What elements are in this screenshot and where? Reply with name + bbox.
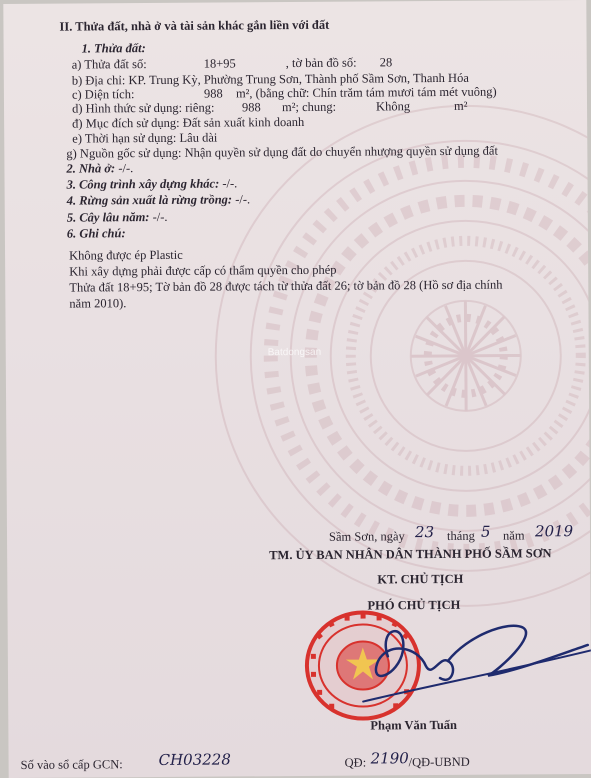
note-line: Không được ép Plastic	[69, 247, 183, 263]
watermark-text: Batdongsan	[267, 346, 322, 359]
house-value: -/-.	[118, 161, 134, 176]
gcn-label: Số vào sổ cấp GCN:	[20, 757, 123, 772]
date-month-label: tháng	[446, 528, 475, 543]
note-line: năm 2010).	[69, 296, 127, 311]
area-value: 988	[203, 86, 223, 101]
qd-label: QĐ:	[344, 755, 367, 770]
forest-value: -/-.	[235, 192, 251, 207]
trees-value: -/-.	[152, 209, 168, 225]
usage-form-label: d) Hình thức sử dụng: riêng:	[71, 100, 215, 116]
certificate-page	[3, 0, 591, 778]
note-line: Thửa đất 18+95; Tờ bản đồ 28 được tách từ thửa đất 26; tờ bản đồ 28 (Hồ sơ địa chính	[69, 277, 503, 295]
qd-value: 2190	[370, 749, 409, 768]
area-label: c) Diện tích:	[71, 87, 135, 102]
date-day: 23	[414, 523, 435, 542]
note-line: Khi xây dựng phải được cấp có thẩm quyền cho phép	[69, 262, 337, 279]
signatory-name: Phạm Văn Tuấn	[370, 717, 458, 733]
signatory-org: TM. ỦY BAN NHÂN DÂN THÀNH PHỐ SẦM SƠN	[269, 546, 552, 563]
construction-label: 3. Công trình xây dựng khác:	[66, 176, 220, 192]
usage-private: 988	[241, 100, 261, 115]
date-year-label: năm	[502, 528, 525, 543]
usage-shared: Không	[375, 99, 411, 114]
trees-label: 5. Cây lâu năm:	[66, 210, 150, 225]
parcel-value: 18+95	[203, 56, 236, 71]
date-year: 2019	[534, 522, 574, 541]
map-value: 28	[379, 55, 393, 70]
date-place: Sầm Sơn, ngày	[328, 529, 405, 544]
land-heading: 1. Thửa đất:	[81, 41, 146, 56]
construction-value: -/-.	[222, 176, 238, 191]
section-title: II. Thửa đất, nhà ở và tài sản khác gắn liền với đất	[59, 17, 330, 34]
map-label: , tờ bản đồ số:	[285, 55, 357, 71]
handwritten-signature	[348, 615, 591, 707]
notes-label: 6. Ghi chú:	[66, 226, 126, 241]
usage-shared-label: m²; chung:	[281, 99, 337, 115]
term: e) Thời hạn sử dụng: Lâu dài	[72, 130, 218, 146]
gcn-value: CH03228	[158, 750, 231, 769]
signatory-title: PHÓ CHỦ TỊCH	[367, 597, 461, 613]
house-label: 2. Nhà ở:	[66, 161, 116, 176]
forest-label: 4. Rừng sản xuất là rừng trồng:	[66, 192, 233, 208]
purpose: đ) Mục đích sử dụng: Đất sản xuất kinh doanh	[72, 114, 305, 131]
date-month: 5	[480, 522, 491, 541]
signatory-for: KT. CHỦ TỊCH	[377, 571, 464, 587]
address: b) Địa chỉ: KP. Trung Kỳ, Phường Trung Sơn, Thành phố Sầm Sơn, Thanh Hóa	[71, 70, 469, 88]
parcel-label: a) Thửa đất số:	[71, 57, 147, 72]
area-unit: m², (bằng chữ: Chín trăm tám mươi tám mét vuông)	[235, 84, 497, 101]
origin: g) Nguồn gốc sử dụng: Nhận quyền sử dụng đất do chuyển nhượng quyền sử dụng đất	[66, 143, 498, 161]
usage-unit: m²	[453, 98, 468, 113]
qd-suffix: /QĐ-UBND	[408, 754, 470, 770]
